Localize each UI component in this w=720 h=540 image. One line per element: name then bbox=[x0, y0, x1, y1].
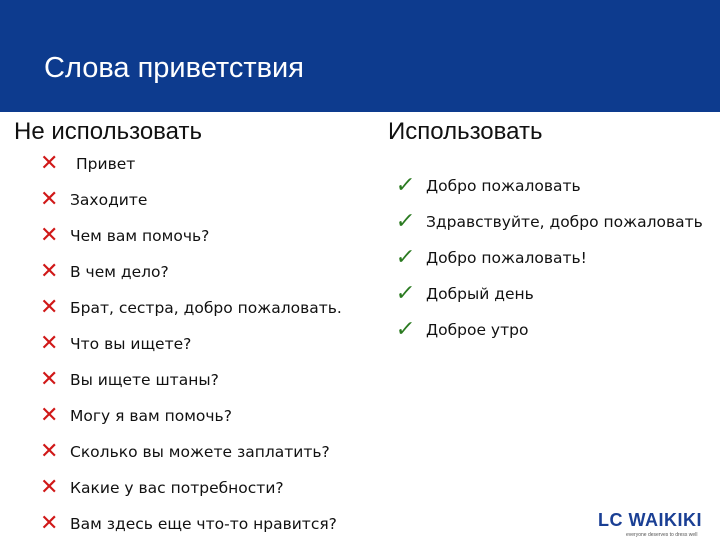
x-icon: ✕ bbox=[40, 151, 59, 176]
slide-title: Слова приветствия bbox=[44, 52, 304, 84]
list-item bbox=[396, 276, 703, 312]
list-item-text: Какие у вас потребности? bbox=[70, 479, 284, 497]
checkmark-icon: ✓ bbox=[394, 173, 417, 198]
checkmark-icon: ✓ bbox=[394, 209, 417, 234]
list-item-text: Здравствуйте, добро пожаловать bbox=[426, 213, 703, 231]
list-item-text: Вы ищете штаны? bbox=[70, 371, 219, 389]
x-icon: ✕ bbox=[40, 331, 59, 356]
list-item-text: Вам здесь еще что-то нравится? bbox=[70, 515, 337, 533]
x-icon: ✕ bbox=[40, 295, 59, 320]
list-item bbox=[40, 326, 342, 362]
list-item-text: Добро пожаловать bbox=[426, 177, 581, 195]
list-item-text: В чем дело? bbox=[70, 263, 169, 281]
x-icon: ✕ bbox=[40, 439, 59, 464]
list-item bbox=[40, 470, 342, 506]
title-banner bbox=[0, 0, 720, 112]
x-icon: ✕ bbox=[40, 403, 59, 428]
list-item bbox=[40, 506, 342, 540]
x-icon: ✕ bbox=[40, 187, 59, 212]
list-item bbox=[40, 254, 342, 290]
list-item-text: Заходите bbox=[70, 191, 148, 209]
list-item bbox=[40, 290, 342, 326]
x-icon: ✕ bbox=[40, 367, 59, 392]
checkmark-icon: ✓ bbox=[394, 317, 417, 342]
list-item bbox=[40, 146, 342, 182]
x-icon: ✕ bbox=[40, 223, 59, 248]
logo-tagline: everyone deserves to dress well bbox=[626, 532, 698, 538]
list-item bbox=[396, 312, 703, 348]
list-item bbox=[40, 362, 342, 398]
list-item bbox=[40, 434, 342, 470]
x-icon: ✕ bbox=[40, 511, 59, 536]
list-item-text: Сколько вы можете заплатить? bbox=[70, 443, 330, 461]
list-item bbox=[396, 168, 703, 204]
lc-waikiki-logo bbox=[598, 510, 710, 538]
x-icon: ✕ bbox=[40, 475, 59, 500]
list-item-text: Привет bbox=[76, 155, 136, 173]
use-heading: Использовать bbox=[388, 118, 543, 145]
list-item bbox=[40, 182, 342, 218]
do-not-use-heading: Не использовать bbox=[14, 118, 202, 145]
do-not-use-list bbox=[40, 146, 342, 540]
list-item-text: Добрый день bbox=[426, 285, 534, 303]
list-item bbox=[396, 204, 703, 240]
list-item bbox=[396, 240, 703, 276]
list-item-text: Брат, сестра, добро пожаловать. bbox=[70, 299, 342, 317]
list-item-text: Добро пожаловать! bbox=[426, 249, 587, 267]
logo-text: LC WAIKIKI bbox=[598, 510, 702, 530]
checkmark-icon: ✓ bbox=[394, 281, 417, 306]
list-item-text: Доброе утро bbox=[426, 321, 529, 339]
use-list bbox=[396, 168, 703, 348]
list-item-text: Чем вам помочь? bbox=[70, 227, 210, 245]
x-icon: ✕ bbox=[40, 259, 59, 284]
list-item-text: Могу я вам помочь? bbox=[70, 407, 232, 425]
list-item bbox=[40, 398, 342, 434]
list-item bbox=[40, 218, 342, 254]
checkmark-icon: ✓ bbox=[394, 245, 417, 270]
list-item-text: Что вы ищете? bbox=[70, 335, 192, 353]
